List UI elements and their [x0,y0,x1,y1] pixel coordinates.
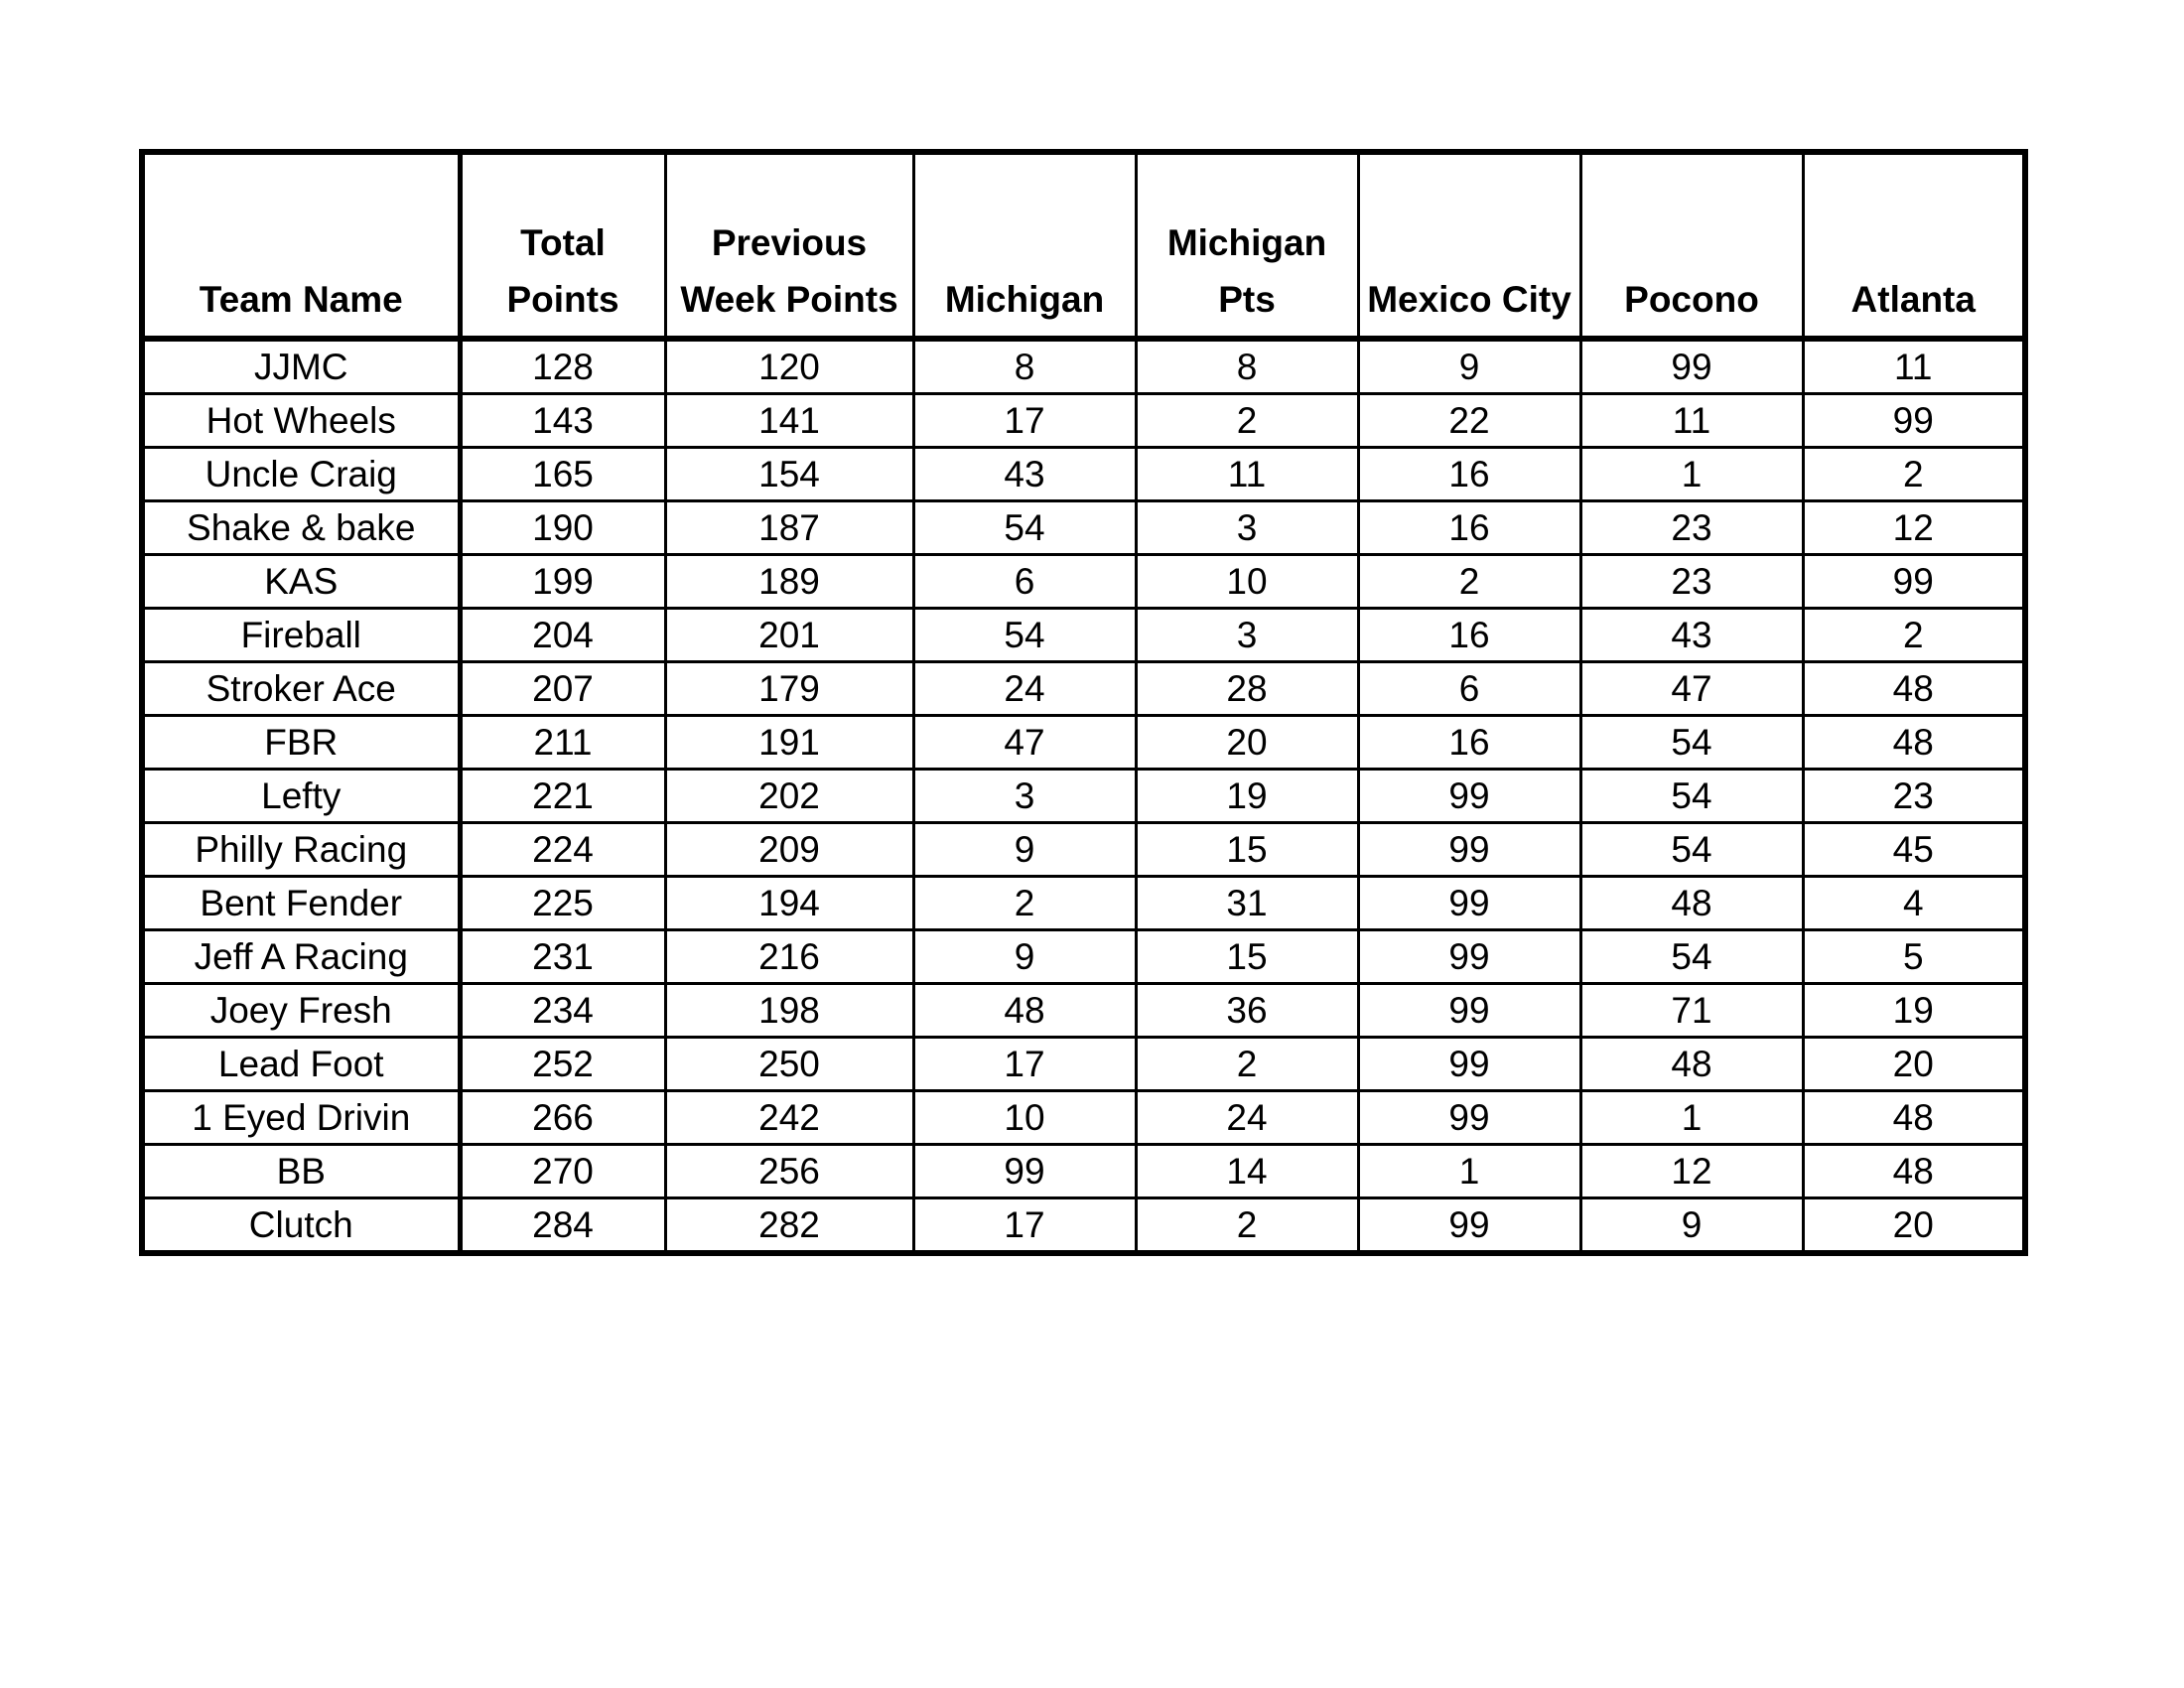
previous-week-points-cell: 202 [665,770,913,823]
michigan-cell: 6 [913,555,1136,609]
table-row [142,1038,2025,1091]
mexico-city-cell: 99 [1358,1198,1580,1254]
pocono-cell: 54 [1580,716,1803,770]
pocono-cell: 1 [1580,448,1803,501]
table-row [142,770,2025,823]
previous-week-points-cell: 282 [665,1198,913,1254]
table-row [142,339,2025,394]
michigan-pts-cell: 14 [1136,1145,1358,1198]
atlanta-cell: 48 [1803,1145,2025,1198]
total-points-cell: 231 [460,930,665,984]
pocono-cell: 23 [1580,555,1803,609]
total-points-cell: 234 [460,984,665,1038]
previous-week-points-cell: 250 [665,1038,913,1091]
header-michigan-pts: Michigan Pts [1136,152,1358,339]
michigan-pts-cell: 31 [1136,877,1358,930]
total-points-cell: 252 [460,1038,665,1091]
mexico-city-cell: 99 [1358,1091,1580,1145]
total-points-cell: 266 [460,1091,665,1145]
mexico-city-cell: 99 [1358,984,1580,1038]
michigan-cell: 54 [913,609,1136,662]
previous-week-points-cell: 179 [665,662,913,716]
total-points-cell: 199 [460,555,665,609]
header-total-points: Total Points [460,152,665,339]
mexico-city-cell: 99 [1358,770,1580,823]
atlanta-cell: 99 [1803,555,2025,609]
table-row [142,823,2025,877]
table-row [142,877,2025,930]
table-row [142,1091,2025,1145]
pocono-cell: 54 [1580,930,1803,984]
previous-week-points-cell: 194 [665,877,913,930]
pocono-cell: 54 [1580,823,1803,877]
michigan-pts-cell: 19 [1136,770,1358,823]
michigan-pts-cell: 8 [1136,339,1358,394]
michigan-cell: 99 [913,1145,1136,1198]
pocono-cell: 23 [1580,501,1803,555]
michigan-cell: 2 [913,877,1136,930]
previous-week-points-cell: 216 [665,930,913,984]
atlanta-cell: 12 [1803,501,2025,555]
team-name-cell: Lead Foot [142,1038,460,1091]
team-name-cell: Lefty [142,770,460,823]
michigan-pts-cell: 11 [1136,448,1358,501]
mexico-city-cell: 16 [1358,501,1580,555]
pocono-cell: 12 [1580,1145,1803,1198]
mexico-city-cell: 1 [1358,1145,1580,1198]
team-name-cell: 1 Eyed Drivin [142,1091,460,1145]
previous-week-points-cell: 209 [665,823,913,877]
total-points-cell: 211 [460,716,665,770]
atlanta-cell: 11 [1803,339,2025,394]
atlanta-cell: 45 [1803,823,2025,877]
atlanta-cell: 23 [1803,770,2025,823]
team-name-cell: Bent Fender [142,877,460,930]
table-header-row [142,152,2025,339]
michigan-pts-cell: 24 [1136,1091,1358,1145]
team-name-cell: BB [142,1145,460,1198]
atlanta-cell: 48 [1803,1091,2025,1145]
michigan-pts-cell: 15 [1136,823,1358,877]
pocono-cell: 9 [1580,1198,1803,1254]
table-row [142,930,2025,984]
mexico-city-cell: 99 [1358,823,1580,877]
previous-week-points-cell: 198 [665,984,913,1038]
atlanta-cell: 4 [1803,877,2025,930]
mexico-city-cell: 22 [1358,394,1580,448]
michigan-cell: 8 [913,339,1136,394]
table-row [142,501,2025,555]
michigan-cell: 47 [913,716,1136,770]
michigan-cell: 9 [913,823,1136,877]
header-michigan: Michigan [913,152,1136,339]
michigan-cell: 10 [913,1091,1136,1145]
total-points-cell: 190 [460,501,665,555]
mexico-city-cell: 16 [1358,448,1580,501]
atlanta-cell: 2 [1803,609,2025,662]
team-name-cell: Uncle Craig [142,448,460,501]
mexico-city-cell: 9 [1358,339,1580,394]
previous-week-points-cell: 256 [665,1145,913,1198]
team-name-cell: Philly Racing [142,823,460,877]
team-name-cell: Hot Wheels [142,394,460,448]
atlanta-cell: 48 [1803,716,2025,770]
pocono-cell: 48 [1580,877,1803,930]
table-row [142,1198,2025,1254]
pocono-cell: 54 [1580,770,1803,823]
michigan-cell: 24 [913,662,1136,716]
michigan-cell: 17 [913,1038,1136,1091]
previous-week-points-cell: 187 [665,501,913,555]
mexico-city-cell: 6 [1358,662,1580,716]
michigan-pts-cell: 15 [1136,930,1358,984]
pocono-cell: 11 [1580,394,1803,448]
total-points-cell: 128 [460,339,665,394]
total-points-cell: 207 [460,662,665,716]
team-name-cell: Stroker Ace [142,662,460,716]
team-name-cell: Jeff A Racing [142,930,460,984]
michigan-cell: 9 [913,930,1136,984]
michigan-pts-cell: 20 [1136,716,1358,770]
table-row [142,394,2025,448]
team-name-cell: JJMC [142,339,460,394]
team-name-cell: Joey Fresh [142,984,460,1038]
table-row [142,662,2025,716]
previous-week-points-cell: 120 [665,339,913,394]
header-previous-week-points: Previous Week Points [665,152,913,339]
pocono-cell: 43 [1580,609,1803,662]
mexico-city-cell: 99 [1358,1038,1580,1091]
pocono-cell: 71 [1580,984,1803,1038]
michigan-pts-cell: 3 [1136,609,1358,662]
michigan-cell: 54 [913,501,1136,555]
total-points-cell: 270 [460,1145,665,1198]
pocono-cell: 1 [1580,1091,1803,1145]
michigan-cell: 17 [913,394,1136,448]
standings-sheet [139,149,2024,1256]
atlanta-cell: 99 [1803,394,2025,448]
mexico-city-cell: 16 [1358,716,1580,770]
table-body [142,339,2025,1253]
michigan-pts-cell: 2 [1136,1038,1358,1091]
pocono-cell: 48 [1580,1038,1803,1091]
team-name-cell: Clutch [142,1198,460,1254]
michigan-pts-cell: 2 [1136,1198,1358,1254]
total-points-cell: 224 [460,823,665,877]
standings-table [139,149,2028,1256]
table-row [142,1145,2025,1198]
team-name-cell: Shake & bake [142,501,460,555]
previous-week-points-cell: 141 [665,394,913,448]
mexico-city-cell: 99 [1358,930,1580,984]
atlanta-cell: 2 [1803,448,2025,501]
previous-week-points-cell: 201 [665,609,913,662]
atlanta-cell: 19 [1803,984,2025,1038]
team-name-cell: Fireball [142,609,460,662]
atlanta-cell: 48 [1803,662,2025,716]
team-name-cell: FBR [142,716,460,770]
total-points-cell: 221 [460,770,665,823]
mexico-city-cell: 2 [1358,555,1580,609]
table-row [142,984,2025,1038]
michigan-pts-cell: 3 [1136,501,1358,555]
header-mexico-city: Mexico City [1358,152,1580,339]
previous-week-points-cell: 189 [665,555,913,609]
total-points-cell: 225 [460,877,665,930]
michigan-pts-cell: 36 [1136,984,1358,1038]
table-row [142,716,2025,770]
total-points-cell: 143 [460,394,665,448]
total-points-cell: 284 [460,1198,665,1254]
team-name-cell: KAS [142,555,460,609]
previous-week-points-cell: 154 [665,448,913,501]
michigan-pts-cell: 28 [1136,662,1358,716]
header-atlanta: Atlanta [1803,152,2025,339]
table-row [142,448,2025,501]
table-row [142,609,2025,662]
atlanta-cell: 20 [1803,1038,2025,1091]
pocono-cell: 99 [1580,339,1803,394]
michigan-cell: 3 [913,770,1136,823]
pocono-cell: 47 [1580,662,1803,716]
previous-week-points-cell: 191 [665,716,913,770]
michigan-cell: 43 [913,448,1136,501]
total-points-cell: 204 [460,609,665,662]
header-team-name: Team Name [142,152,460,339]
michigan-cell: 48 [913,984,1136,1038]
atlanta-cell: 20 [1803,1198,2025,1254]
table-row [142,555,2025,609]
header-pocono: Pocono [1580,152,1803,339]
mexico-city-cell: 16 [1358,609,1580,662]
total-points-cell: 165 [460,448,665,501]
michigan-cell: 17 [913,1198,1136,1254]
mexico-city-cell: 99 [1358,877,1580,930]
previous-week-points-cell: 242 [665,1091,913,1145]
atlanta-cell: 5 [1803,930,2025,984]
michigan-pts-cell: 10 [1136,555,1358,609]
michigan-pts-cell: 2 [1136,394,1358,448]
